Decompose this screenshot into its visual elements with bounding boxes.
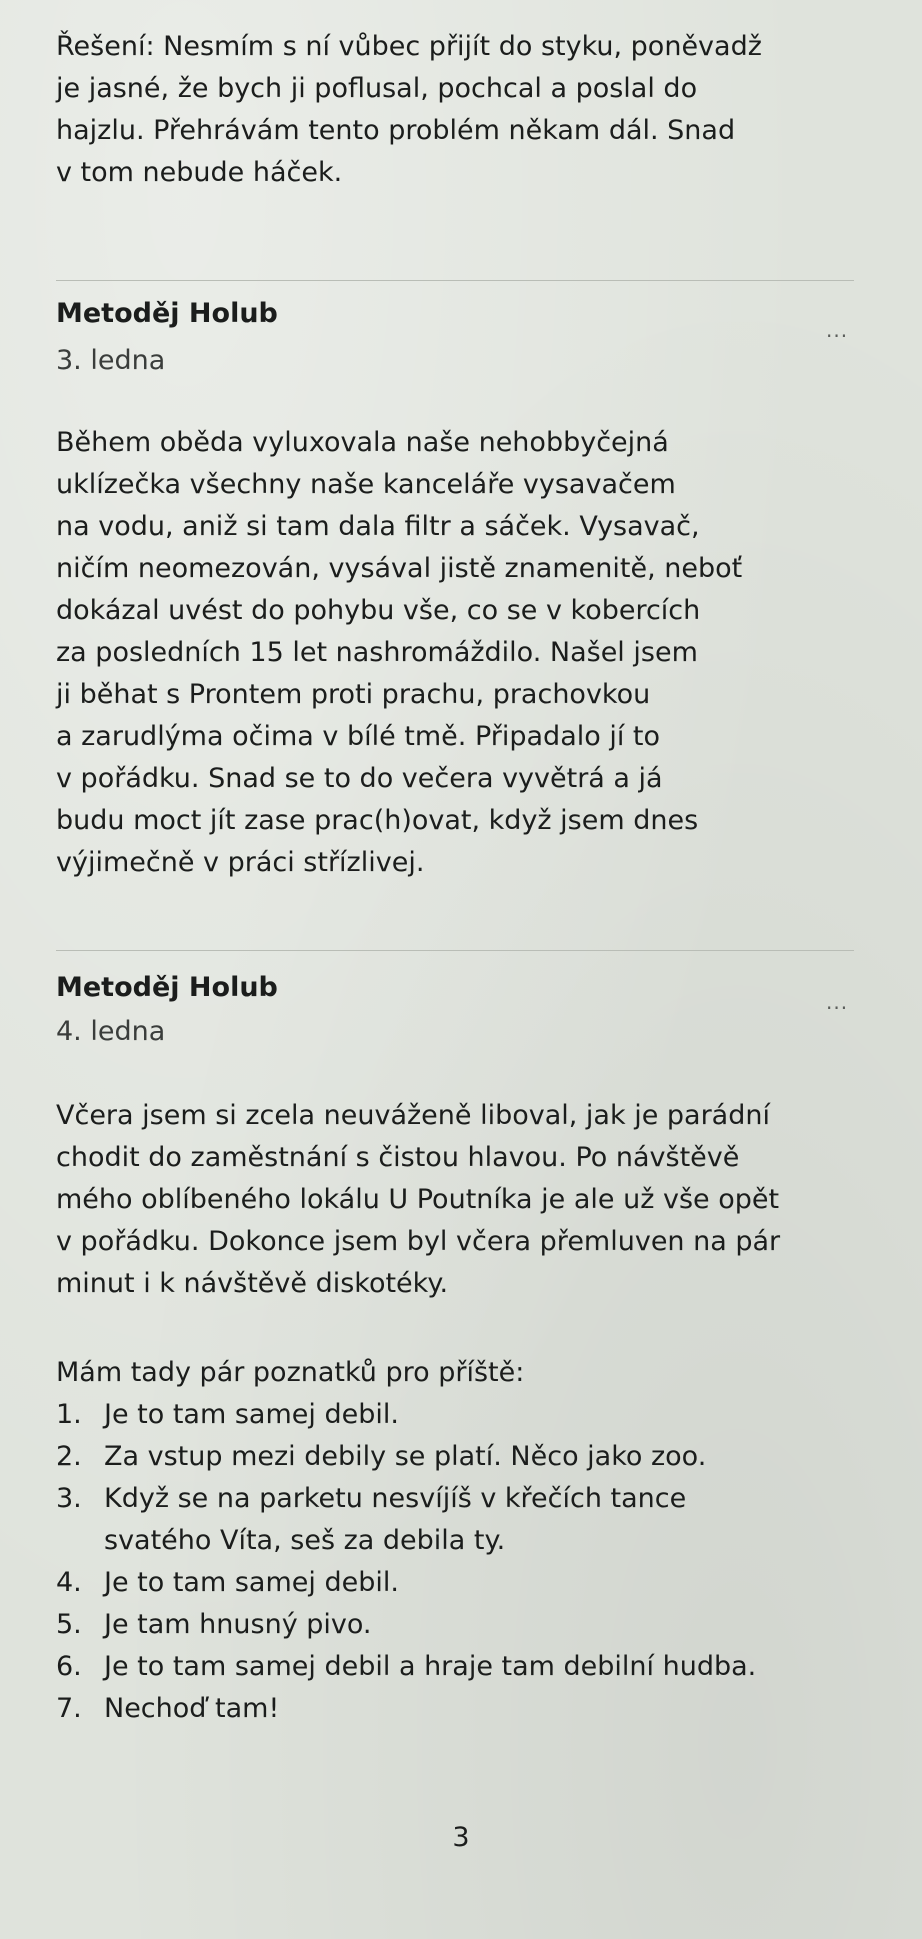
post-body: Včera jsem si zcela neuváženě liboval, jak je parádní chodit do zaměstnání s čistou hlavou. Po návštěvě mého oblíbeného lokálu U Poutníka je ale už vše opět v pořádku. Dokonce jsem byl včera přemluven na pár minut i k návštěvě diskotéky.	[56, 1100, 781, 1299]
list-item-number: 2.	[56, 1441, 82, 1472]
notes-list	[56, 1394, 856, 1730]
list-item	[56, 1646, 856, 1688]
page-number: 3	[452, 1822, 470, 1853]
post-body: Během oběda vyluxovala naše nehobbyčejná uklízečka všechny naše kanceláře vysavačem na vodu, aniž si tam dala filtr a sáček. Vysavač, ničím neomezován, vysával jistě znamenitě, neboť dokázal uvést do pohybu vše, co se v kobercích za posledních 15 let nashromáždilo. Našel jsem ji běhat s Prontem proti prachu, prachovkou a zarudlýma očima v bílé tmě. Připadalo jí to v pořádku. Snad se to do večera vyvětrá a já budu moct jít zase prac(h)ovat, když jsem dnes výjimečně v práci střízlivej.	[56, 427, 743, 878]
list-item-text: Nechoď tam!	[104, 1693, 280, 1724]
list-intro: Mám tady pár poznatků pro příště:	[56, 1357, 525, 1388]
list-item	[56, 1604, 856, 1646]
list-item	[56, 1478, 856, 1562]
list-item	[56, 1436, 856, 1478]
post-divider	[56, 280, 854, 281]
list-item	[56, 1394, 856, 1436]
list-item-number: 3.	[56, 1483, 82, 1514]
post-more-options-icon[interactable]: ...	[826, 318, 849, 342]
post-divider	[56, 950, 854, 951]
list-item-text: Když se na parketu nesvíjíš v křečích tance svatého Víta, seš za debila ty.	[104, 1483, 687, 1556]
list-item-number: 7.	[56, 1693, 82, 1724]
post-author: Metoděj Holub	[56, 972, 278, 1003]
list-item-text: Je to tam samej debil.	[104, 1567, 399, 1598]
list-item-text: Je to tam samej debil.	[104, 1399, 399, 1430]
list-item-number: 5.	[56, 1609, 82, 1640]
post-author: Metoděj Holub	[56, 298, 278, 329]
list-item-number: 1.	[56, 1399, 82, 1430]
post-date: 3. ledna	[56, 345, 166, 376]
list-item-text: Je to tam samej debil a hraje tam debilní hudba.	[104, 1651, 757, 1682]
list-item-number: 4.	[56, 1567, 82, 1598]
list-item	[56, 1562, 856, 1604]
list-item-text: Za vstup mezi debily se platí. Něco jako zoo.	[104, 1441, 707, 1472]
intro-paragraph: Řešení: Nesmím s ní vůbec přijít do styku, poněvadž je jasné, že bych ji poflusal, pochcal a poslal do hajzlu. Přehrávám tento problém někam dál. Snad v tom nebude háček.	[56, 31, 762, 188]
list-item-number: 6.	[56, 1651, 82, 1682]
post-more-options-icon[interactable]: ...	[826, 990, 849, 1014]
post-date: 4. ledna	[56, 1016, 166, 1047]
list-item-text: Je tam hnusný pivo.	[104, 1609, 372, 1640]
list-item	[56, 1688, 856, 1730]
